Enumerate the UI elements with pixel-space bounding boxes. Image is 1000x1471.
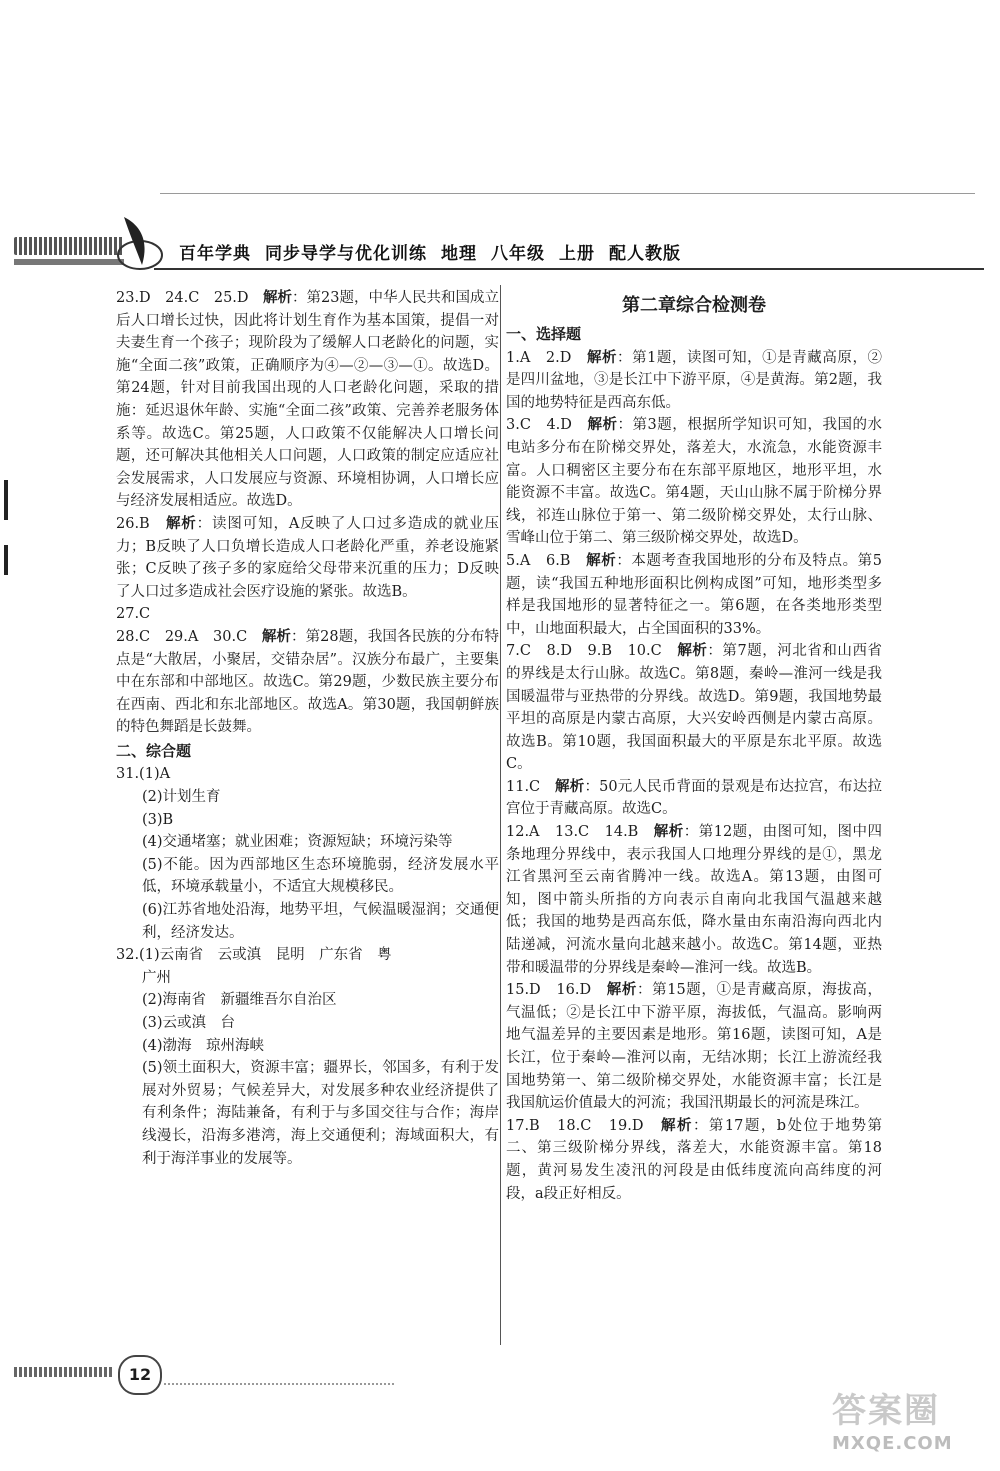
q32-part: (4)渤海 琼州海峡 <box>142 1037 265 1054</box>
header-rule <box>154 268 984 270</box>
watermark-logo: 答案圈 <box>832 1391 940 1431</box>
scan-edge-mark <box>4 480 8 520</box>
q32-head: 32.(1)云南省 云或滇 昆明 广东省 粤 <box>116 947 392 964</box>
header-stripes <box>14 237 124 255</box>
answer-item: 7.C 8.D 9.B 10.C 解析：第7题，河北省和山西省的界线是太行山脉。故选C。第8题，秦岭—淮河一线是我国暖温带与亚热带的分界线。故选D。第9题，我国地势最平坦的高原是内蒙古高原，大兴安岭西侧是内蒙古高原。故选B。第10题，我国面积最大的平原是东北平原。故选C。 <box>506 643 882 773</box>
q31-part: (4)交通堵塞；就业困难；资源短缺；环境污染等 <box>142 834 453 851</box>
q31-part: (3)B <box>142 811 174 828</box>
watermark <box>822 1383 992 1463</box>
q31-head: 31.(1)A <box>116 766 171 783</box>
header-title <box>179 239 695 264</box>
scan-edge-mark <box>4 545 8 575</box>
answer-item: 11.C 解析：50元人民币背面的景观是布达拉宫，布达拉宫位于青藏高原。故选C。 <box>506 778 883 818</box>
section-title: 二、综合题 <box>116 741 192 760</box>
column-divider <box>500 285 501 1345</box>
answer-item: 3.C 4.D 解析：第3题，根据所学知识可知，我国的水电站多分布在阶梯交界处，落差大，水流急，水能资源丰富。人口稠密区主要分布在东部平原地区，地形平坦，水能资源不丰富。故选C。第4题，天山山脉不属于阶梯分界线，祁连山脉位于第一、第二级阶梯交界处，太行山脉、雪峰山位于第二、第三级阶梯交界处，故选D。 <box>506 417 883 547</box>
page-number: 12 <box>118 1355 162 1395</box>
right-column <box>506 287 882 1205</box>
q32-part: (3)云或滇 台 <box>142 1015 236 1031</box>
answer-item: 26.B 解析：读图可知，A反映了人口过多造成的就业压力；B反映了人口负增长造成人口老龄化严重，养老设施紧张；C反映了孩子多的家庭给父母带来沉重的压力；D反映了人口过多造成社会医疗设施的紧张。故选B。 <box>116 515 499 600</box>
left-column <box>116 287 499 1170</box>
volume: 上册 <box>559 244 595 264</box>
subject: 地理 <box>441 244 477 264</box>
answer-item: 27.C <box>116 606 151 623</box>
q31-part: (2)计划生育 <box>142 789 221 806</box>
page-header <box>14 215 984 275</box>
footer-stripes <box>14 1367 114 1377</box>
q32-part: (2)海南省 新疆维吾尔自治区 <box>142 992 337 1009</box>
top-rule <box>160 193 975 194</box>
brand: 百年学典 <box>179 244 251 264</box>
q31-part: (6)江苏省地处沿海，地势平坦，气候温暖湿润；交通便利，经济发达。 <box>142 902 499 941</box>
footer-dotted-rule <box>164 1383 394 1385</box>
page-footer <box>14 1355 394 1395</box>
answer-item: 17.B 18.C 19.D 解析：第17题，b处位于地势第二、第三级阶梯分界线，落差大，水能资源丰富。第18题，黄河易发生凌汛的河段是由低纬度流向高纬度的河段，a段正好相反。 <box>506 1117 882 1202</box>
section-title: 一、选择题 <box>506 325 582 343</box>
series: 同步导学与优化训练 <box>265 244 427 264</box>
grade: 八年级 <box>491 244 545 264</box>
q32-part: (5)领土面积大，资源丰富；疆界长，邻国多，有利于发展对外贸易；气候差异大，对发展多种农业经济提供了有利条件；海陆兼备，有利于与多国交往与合作；海岸线漫长，沿海多港湾，海上交通便利；海域面积大，有利于海洋事业的发展等。 <box>142 1060 499 1167</box>
answer-item: 28.C 29.A 30.C 解析：第28题，我国各民族的分布特点是“大散居，小聚居，交错杂居”。汉族分布最广，主要集中在东部和中部地区。故选C。第29题，少数民族主要分布在西南、西北和东北部地区。故选A。第30题，我国朝鲜族的特色舞蹈是长鼓舞。 <box>116 628 500 736</box>
answer-item: 1.A 2.D 解析：第1题，读图可知，①是青藏高原，②是四川盆地，③是长江中下游平原，④是黄海。第2题，我国的地势特征是西高东低。 <box>506 349 882 411</box>
answer-item: 15.D 16.D 解析：第15题，①是青藏高原，海拔高，气温低；②是长江中下游平原，海拔低，气温高。影响两地气温差异的主要因素是地形。第16题，读图可知，A是长江，位于秦岭—淮河以南，无结冰期；长江上游流经我国地势第一、第二级阶梯交界处，水能资源丰富；长江是我国航运价值最大的河流；我国汛期最长的河流是珠江。 <box>506 982 883 1112</box>
q31-part: (5)不能。因为西部地区生态环境脆弱，经济发展水平低，环境承载量小，不适宜大规模移民。 <box>142 856 499 896</box>
header-bar <box>14 259 124 265</box>
q32-part: 广州 <box>142 969 171 986</box>
edition: 配人教版 <box>609 244 681 264</box>
chapter-title: 第二章综合检测卷 <box>622 295 766 316</box>
answer-item: 23.D 24.C 25.D 解析：第23题，中华人民共和国成立后人口增长过快，因此将计划生育作为基本国策，提倡一对夫妻生育一个孩子；现阶段为了缓解人口老龄化的问题，实施“全面二孩”政策，正确顺序为④—②—③—①。故选D。第24题，针对目前我国出现的人口老龄化问题，采取的措施：延迟退休年龄、实施“全面二孩”政策、完善养老服务体系等。故选C。第25题，人口政策不仅能解决人口增长问题，还可解决其他相关人口问题，人口政策的制定应适应社会发展需求，人口发展应与资源、环境相协调，人口增长应与经济发展相适应。故选D。 <box>116 290 500 510</box>
answer-item: 5.A 6.B 解析：本题考查我国地形的分布及特点。第5题，读“我国五种地形面积比例构成图”可知，地形类型多样是我国地形的显著特征之一。第6题，在各类地形类型中，山地面积最大，占全国面积的33%。 <box>506 552 882 637</box>
quill-icon <box>114 215 166 273</box>
watermark-url: MXQE.COM <box>832 1433 953 1454</box>
answer-item: 12.A 13.C 14.B 解析：第12题，由图可知，图中四条地理分界线中，表示我国人口地理分界线的是①，黑龙江省黑河至云南省腾冲一线。故选A。第13题，由图可知，图中箭头所指的方向表示自南向北我国气温越来越低；我国的地势是西高东低，降水量由东南沿海向西北内陆递减，河流水量向北越来越小。故选C。第14题，亚热带和暖温带的分界线是秦岭—淮河一线。故选B。 <box>506 824 882 976</box>
